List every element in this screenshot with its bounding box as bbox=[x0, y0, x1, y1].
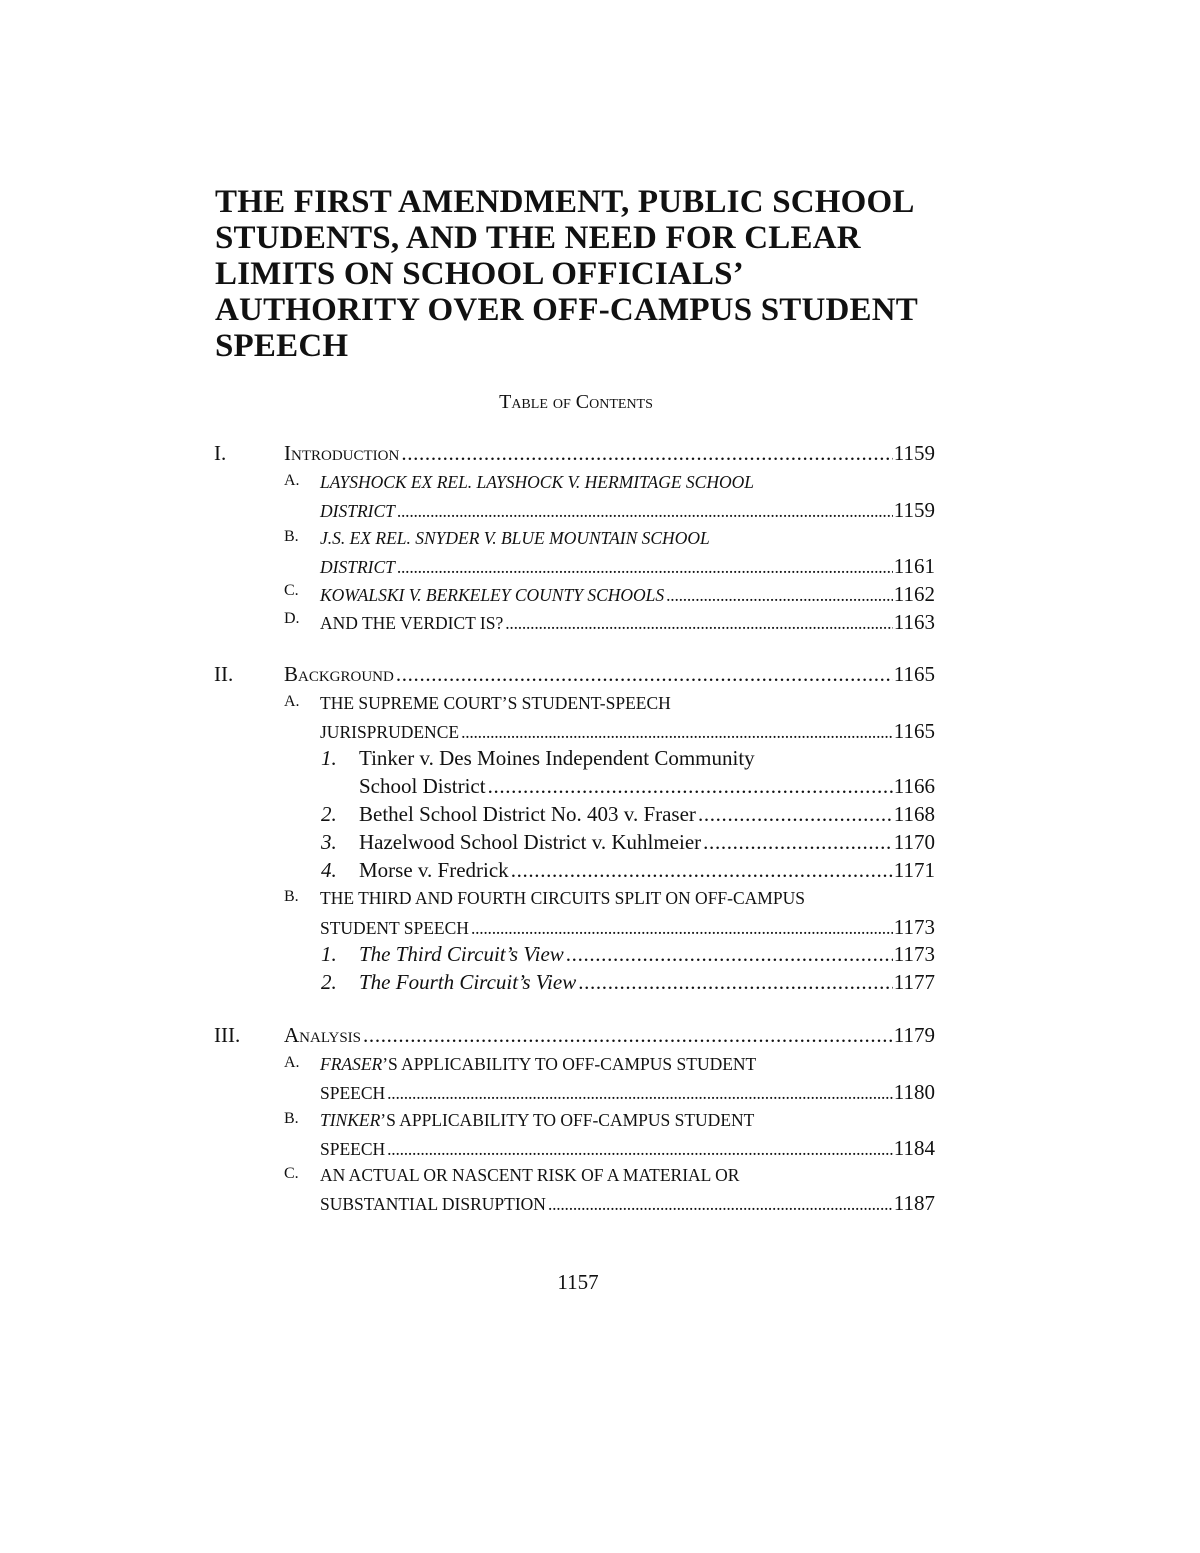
toc-subentry-hazelwood bbox=[321, 830, 935, 855]
toc-entry-label: THE THIRD AND FOURTH CIRCUITS SPLIT ON OFF-CAMPUS bbox=[320, 888, 805, 908]
toc-section-label: Introduction bbox=[284, 441, 400, 465]
toc-page-number: 1170 bbox=[893, 830, 935, 854]
leader-dots bbox=[566, 942, 893, 967]
title-line: SPEECH bbox=[215, 328, 349, 364]
toc-subentry-label: Bethel School District No. 403 v. Fraser bbox=[359, 802, 696, 826]
toc-section-introduction bbox=[214, 441, 935, 466]
toc-page-number: 1171 bbox=[893, 858, 935, 882]
toc-page-number: 1168 bbox=[893, 802, 935, 826]
title-line: LIMITS ON SCHOOL OFFICIALS’ bbox=[215, 256, 744, 292]
toc-entry-label: DISTRICT bbox=[320, 501, 395, 521]
toc-entry-jurisprudence-cont bbox=[320, 719, 935, 744]
toc-entry-circuit-split bbox=[284, 888, 935, 909]
toc-entry-snyder bbox=[284, 528, 935, 549]
toc-entry-fraser-applicability-cont bbox=[320, 1080, 935, 1105]
toc-entry-disruption-cont bbox=[320, 1191, 935, 1216]
toc-subentry-morse bbox=[321, 858, 935, 883]
toc-page-number: 1180 bbox=[893, 1080, 935, 1104]
leader-dots bbox=[387, 1139, 893, 1160]
toc-entry-label: SUBSTANTIAL DISRUPTION bbox=[320, 1194, 546, 1214]
toc-page-number: 1159 bbox=[893, 441, 935, 465]
toc-entry-snyder-cont bbox=[320, 554, 935, 579]
toc-entry-label bbox=[320, 1110, 754, 1131]
leader-dots bbox=[397, 557, 893, 578]
leader-dots bbox=[505, 613, 893, 634]
toc-entry-letter: A. bbox=[284, 693, 300, 710]
leader-dots bbox=[401, 441, 892, 466]
toc-heading: Table of Contents bbox=[499, 391, 653, 413]
toc-entry-label: THE SUPREME COURT’S STUDENT-SPEECH bbox=[320, 693, 671, 713]
toc-entry-letter: A. bbox=[284, 472, 300, 489]
toc-entry-tinker-applicability-cont bbox=[320, 1136, 935, 1161]
leader-dots bbox=[396, 662, 893, 687]
toc-entry-label: AND THE VERDICT IS? bbox=[320, 613, 504, 633]
toc-subentry-label: The Fourth Circuit’s View bbox=[359, 970, 577, 994]
case-name: TINKER bbox=[320, 1110, 381, 1130]
toc-subentry-number: 1. bbox=[321, 746, 337, 770]
title-line: AUTHORITY OVER OFF-CAMPUS STUDENT bbox=[215, 292, 918, 328]
toc-subentry-label: Hazelwood School District v. Kuhlmeier bbox=[359, 830, 702, 854]
toc-entry-letter: C. bbox=[284, 582, 299, 599]
toc-section-analysis bbox=[214, 1023, 935, 1048]
leader-dots bbox=[666, 585, 893, 606]
toc-entry-verdict bbox=[284, 610, 935, 635]
toc-page-number: 1179 bbox=[893, 1023, 935, 1047]
toc-subentry-number: 3. bbox=[321, 830, 337, 854]
leader-dots bbox=[387, 1083, 893, 1104]
leader-dots bbox=[397, 501, 893, 522]
leader-dots bbox=[511, 858, 893, 883]
toc-entry-label-rest: ’S APPLICABILITY TO OFF-CAMPUS STUDENT bbox=[382, 1054, 757, 1074]
toc-entry-label: LAYSHOCK EX REL. LAYSHOCK V. HERMITAGE SCHOOL bbox=[320, 472, 754, 492]
leader-dots bbox=[461, 722, 893, 743]
toc-entry-label: J.S. EX REL. SNYDER V. BLUE MOUNTAIN SCHOOL bbox=[320, 528, 710, 548]
toc-subentry-number: 1. bbox=[321, 942, 337, 966]
toc-subentry-fourth-circuit bbox=[321, 970, 935, 995]
toc-subentry-tinker bbox=[321, 746, 1009, 771]
toc-section-background bbox=[214, 662, 935, 687]
toc-entry-jurisprudence bbox=[284, 693, 935, 714]
toc-entry-letter: B. bbox=[284, 1110, 299, 1127]
leader-dots bbox=[548, 1194, 893, 1215]
title-line: THE FIRST AMENDMENT, PUBLIC SCHOOL bbox=[215, 184, 915, 220]
toc-page-number: 1165 bbox=[893, 719, 935, 743]
toc-page-number: 1173 bbox=[893, 915, 935, 939]
case-name: FRASER bbox=[320, 1054, 383, 1074]
toc-subentry-number: 2. bbox=[321, 970, 337, 994]
toc-entry-circuit-split-cont bbox=[320, 915, 935, 940]
toc-entry-disruption bbox=[284, 1165, 935, 1186]
leader-dots bbox=[488, 774, 893, 799]
toc-subentry-tinker-cont bbox=[359, 774, 935, 799]
toc-entry-letter: D. bbox=[284, 610, 300, 627]
toc-entry-label: KOWALSKI V. BERKELEY COUNTY SCHOOLS bbox=[320, 585, 665, 605]
toc-subentry-label: Morse v. Fredrick bbox=[359, 858, 509, 882]
leader-dots bbox=[698, 802, 893, 827]
toc-subentry-third-circuit bbox=[321, 942, 935, 967]
toc-page-number: 1187 bbox=[893, 1191, 935, 1215]
toc-entry-label: AN ACTUAL OR NASCENT RISK OF A MATERIAL OR bbox=[320, 1165, 740, 1185]
toc-entry-letter: B. bbox=[284, 888, 299, 905]
toc-page-number: 1159 bbox=[893, 498, 935, 522]
toc-entry-kowalski bbox=[284, 582, 935, 607]
toc-subentry-fraser bbox=[321, 802, 935, 827]
toc-section-number: II. bbox=[214, 662, 234, 686]
leader-dots bbox=[363, 1023, 893, 1048]
toc-page-number: 1165 bbox=[893, 662, 935, 686]
toc-entry-label: SPEECH bbox=[320, 1083, 386, 1103]
leader-dots bbox=[578, 970, 893, 995]
toc-page-number: 1162 bbox=[893, 582, 935, 606]
toc-entry-layshock-cont bbox=[320, 498, 935, 523]
toc-section-number: I. bbox=[214, 441, 227, 465]
toc-entry-tinker-applicability bbox=[284, 1110, 935, 1131]
toc-subentry-number: 4. bbox=[321, 858, 337, 882]
toc-page-number: 1184 bbox=[893, 1136, 935, 1160]
toc-entry-layshock bbox=[284, 472, 935, 493]
toc-subentry-label: The Third Circuit’s View bbox=[359, 942, 564, 966]
toc-section-label: Analysis bbox=[284, 1023, 362, 1047]
toc-page-number: 1161 bbox=[893, 554, 935, 578]
toc-section-label: Background bbox=[284, 662, 394, 686]
toc-section-number: III. bbox=[214, 1023, 241, 1047]
leader-dots bbox=[471, 918, 893, 939]
toc-subentry-number: 2. bbox=[321, 802, 337, 826]
title-line: STUDENTS, AND THE NEED FOR CLEAR bbox=[215, 220, 861, 256]
toc-page-number: 1166 bbox=[893, 774, 935, 798]
toc-entry-fraser-applicability bbox=[284, 1054, 935, 1075]
toc-entry-label: DISTRICT bbox=[320, 557, 395, 577]
toc-entry-label: STUDENT SPEECH bbox=[320, 918, 469, 938]
leader-dots bbox=[703, 830, 893, 855]
toc-page-number: 1173 bbox=[893, 942, 935, 966]
toc-page-number: 1177 bbox=[893, 970, 935, 994]
toc-entry-label: JURISPRUDENCE bbox=[320, 722, 460, 742]
toc-entry-label: SPEECH bbox=[320, 1139, 386, 1159]
toc-entry-label-rest: ’S APPLICABILITY TO OFF-CAMPUS STUDENT bbox=[380, 1110, 755, 1130]
toc-subentry-label: School District bbox=[359, 774, 486, 798]
toc-subentry-label: Tinker v. Des Moines Independent Community bbox=[359, 746, 755, 770]
toc-entry-letter: B. bbox=[284, 528, 299, 545]
toc-entry-label bbox=[320, 1054, 756, 1075]
table-of-contents bbox=[214, 0, 935, 1240]
toc-entry-letter: C. bbox=[284, 1165, 299, 1182]
page-number: 1157 bbox=[557, 1270, 599, 1294]
toc-entry-letter: A. bbox=[284, 1054, 300, 1071]
toc-page-number: 1163 bbox=[893, 610, 935, 634]
